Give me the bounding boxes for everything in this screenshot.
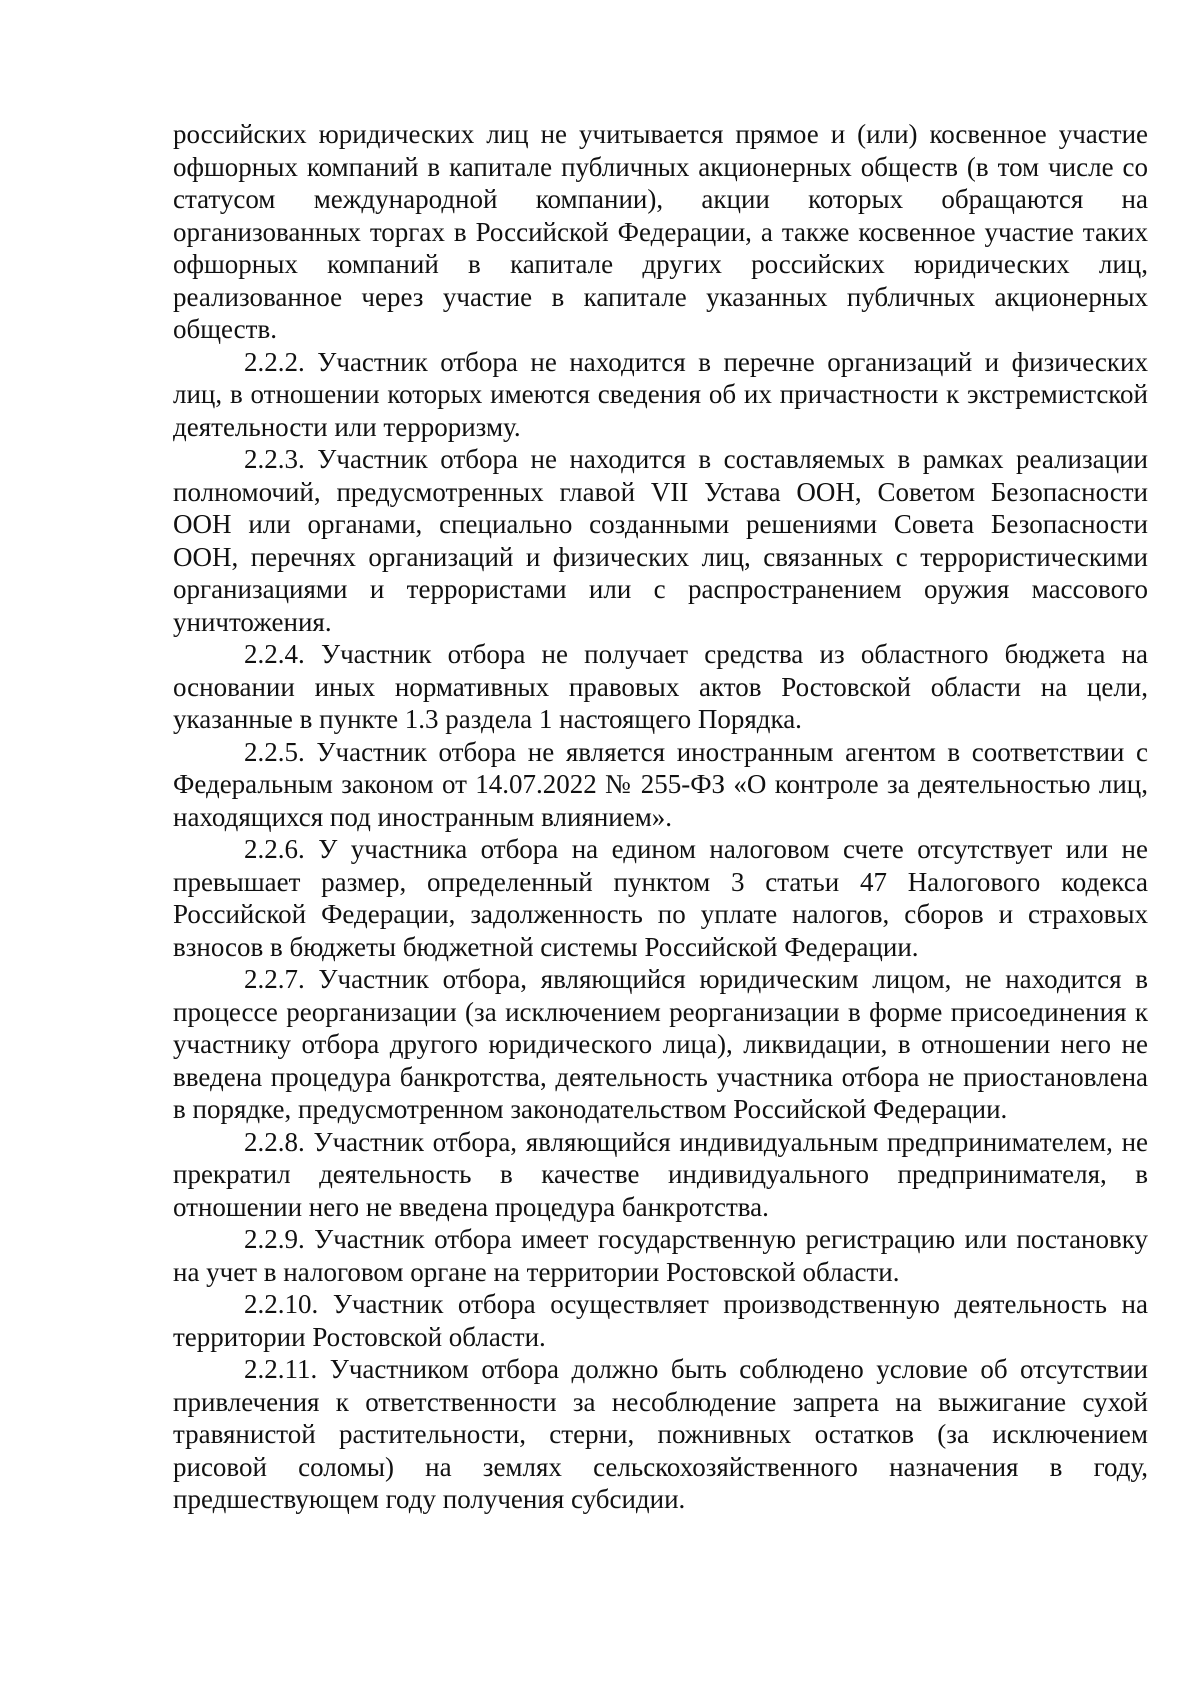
paragraph-2-2-8: 2.2.8. Участник отбора, являющийся индивидуальным предпринимателем, не прекратил деятельность в качестве индивидуального предпринимателя, в отношении него не введена процедура банкротства. — [173, 1126, 1148, 1222]
paragraph-2-2-2: 2.2.2. Участник отбора не находится в перечне организаций и физических лиц, в отношении которых имеются сведения об их причастности к экстремистской деятельности или терроризму. — [173, 346, 1148, 442]
paragraph-2-2-9: 2.2.9. Участник отбора имеет государственную регистрацию или постановку на учет в налоговом органе на территории Ростовской области. — [173, 1224, 1148, 1287]
document-page — [173, 118, 1148, 1516]
paragraph-2-2-3: 2.2.3. Участник отбора не находится в составляемых в рамках реализации полномочий, предусмотренных главой VII Устава ООН, Советом Безопасности ООН или органами, специально созданными решениями Совета Безопасности ООН, перечнях организаций и физических лиц, связанных с террористическими организациями и террористами или с распространением оружия массового уничтожения. — [173, 444, 1148, 637]
paragraph-2-2-5: 2.2.5. Участник отбора не является иностранным агентом в соответствии с Федеральным законом от 14.07.2022 № 255-ФЗ «О контроле за деятельностью лиц, находящихся под иностранным влиянием». — [173, 736, 1148, 832]
paragraph-2-2-6: 2.2.6. У участника отбора на едином налоговом счете отсутствует или не превышает размер, определенный пунктом 3 статьи 47 Налогового кодекса Российской Федерации, задолженность по уплате налогов, сборов и страховых взносов в бюджеты бюджетной системы Российской Федерации. — [173, 834, 1148, 962]
paragraph-continuation: российских юридических лиц не учитывается прямое и (или) косвенное участие офшорных компаний в капитале публичных акционерных обществ (в том числе со статусом международной компании), акции которых обращаются на организованных торгах в Российской Федерации, а также косвенное участие таких офшорных компаний в капитале других российских юридических лиц, реализованное через участие в капитале указанных публичных акционерных обществ. — [173, 119, 1148, 344]
paragraph-2-2-4: 2.2.4. Участник отбора не получает средства из областного бюджета на основании иных нормативных правовых актов Ростовской области на цели, указанные в пункте 1.3 раздела 1 настоящего Порядка. — [173, 639, 1148, 734]
paragraph-2-2-11: 2.2.11. Участником отбора должно быть соблюдено условие об отсутствии привлечения к ответственности за несоблюдение запрета на выжигание сухой травянистой растительности, стерни, пожнивных остатков (за исключением рисовой соломы) на землях сельскохозяйственного назначения в году, предшествующем году получения субсидии. — [173, 1354, 1148, 1514]
paragraph-2-2-10: 2.2.10. Участник отбора осуществляет производственную деятельность на территории Ростовской области. — [173, 1289, 1148, 1352]
paragraph-2-2-7: 2.2.7. Участник отбора, являющийся юридическим лицом, не находится в процессе реорганизации (за исключением реорганизации в форме присоединения к участнику отбора другого юридического лица), ликвидации, в отношении него не введена процедура банкротства, деятельность участника отбора не приостановлена в порядке, предусмотренном законодательством Российской Федерации. — [173, 964, 1148, 1124]
